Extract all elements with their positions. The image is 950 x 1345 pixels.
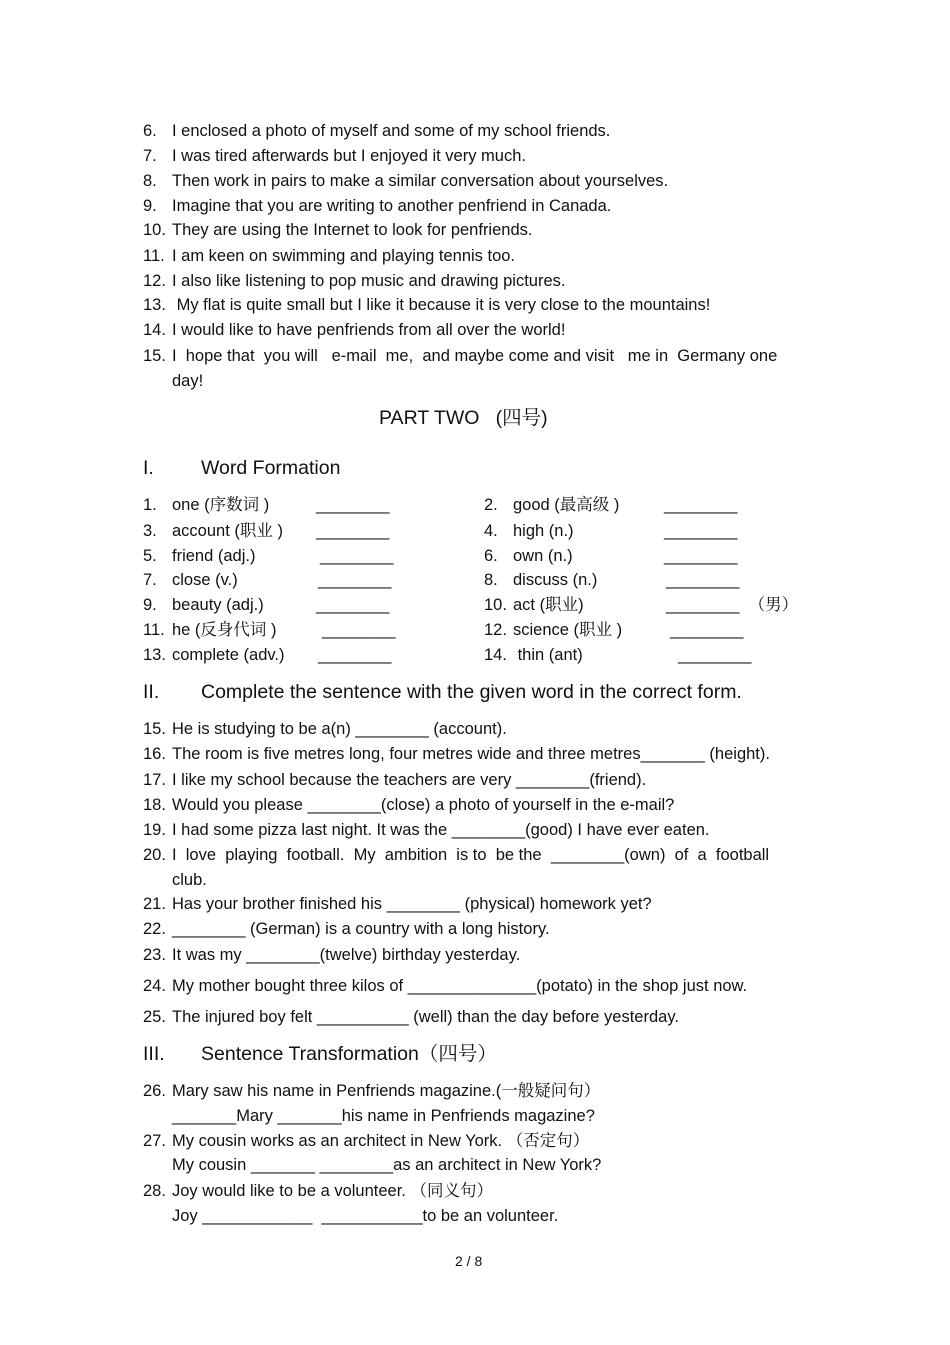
list-item-text: Imagine that you are writing to another penfriend in Canada. [172,197,612,215]
section-heading: Sentence Transformation（四号） [201,1043,497,1065]
word-formation-prompt: account (职业 ) [172,522,283,540]
answer-blank: ________ [316,496,390,514]
list-item-text: Then work in pairs to make a similar conversation about yourselves. [172,172,669,190]
answer-blank: ________ （男） [666,596,799,614]
answer-blank: ________ [664,547,738,565]
word-formation-number: 5. [143,547,157,565]
list-item-number: 8. [143,172,157,190]
answer-blank: ________ [316,522,390,540]
completion-item-number: 22. [143,920,166,938]
word-formation-number: 6. [484,547,498,565]
completion-item-number: 24. [143,977,166,995]
word-formation-prompt: complete (adv.) [172,646,285,664]
list-item-text: I also like listening to pop music and drawing pictures. [172,272,566,290]
word-formation-prompt: thin (ant) [513,646,583,664]
word-formation-number: 2. [484,496,498,514]
transformation-item-text: Joy would like to be a volunteer. （同义句） [172,1182,493,1200]
word-formation-number: 13. [143,646,166,664]
list-item-text: I was tired afterwards but I enjoyed it very much. [172,147,526,165]
word-formation-number: 1. [143,496,157,514]
section-heading: Complete the sentence with the given word in the correct form. [201,681,742,703]
word-formation-number: 4. [484,522,498,540]
transformation-item-text: My cousin _______ ________as an architect in New York? [172,1156,602,1174]
part-title: PART TWO (四号) [379,407,548,429]
list-item-number: 6. [143,122,157,140]
word-formation-prompt: own (n.) [513,547,573,565]
answer-blank: ________ [322,621,396,639]
completion-item-number: 23. [143,946,166,964]
list-item-number: 12. [143,272,166,290]
list-item-number: 13. [143,296,166,314]
word-formation-prompt: science (职业 ) [513,621,623,639]
transformation-item-text: Mary saw his name in Penfriends magazine.(一般疑问句） [172,1082,601,1100]
completion-item-number: 18. [143,796,166,814]
completion-item-number: 21. [143,895,166,913]
completion-item-text: The injured boy felt __________ (well) than the day before yesterday. [172,1008,679,1026]
completion-item-number: 20. [143,846,166,864]
completion-item-text: I love playing football. My ambition is to be the ________(own) of a football [172,846,770,864]
word-formation-prompt: friend (adj.) [172,547,256,565]
completion-item-number: 15. [143,720,166,738]
list-item-text: day! [172,372,204,390]
section-number: II. [143,681,160,703]
completion-item-text: It was my ________(twelve) birthday yesterday. [172,946,521,964]
answer-blank: ________ [318,571,392,589]
list-item-text: I enclosed a photo of myself and some of my school friends. [172,122,611,140]
word-formation-number: 11. [143,621,165,639]
list-item-text: I am keen on swimming and playing tennis too. [172,247,516,265]
transformation-item-number: 26. [143,1082,166,1100]
word-formation-prompt: beauty (adj.) [172,596,264,614]
transformation-item-text: _______Mary _______his name in Penfriends magazine? [172,1107,595,1125]
word-formation-prompt: good (最高级 ) [513,496,620,514]
section-number: III. [143,1043,165,1065]
word-formation-number: 9. [143,596,157,614]
answer-blank: ________ [664,522,738,540]
completion-item-text: club. [172,871,207,889]
list-item-number: 11. [143,247,165,265]
word-formation-prompt: act (职业) [513,596,584,614]
completion-item-number: 25. [143,1008,166,1026]
section-number: I. [143,457,154,479]
list-item-number: 7. [143,147,157,165]
transformation-item-text: Joy ____________ ___________to be an volunteer. [172,1207,559,1225]
word-formation-number: 7. [143,571,157,589]
list-item-number: 9. [143,197,157,215]
list-item-text: I would like to have penfriends from all over the world! [172,321,566,339]
list-item-text: I hope that you will e-mail me, and maybe come and visit me in Germany one [172,347,778,365]
completion-item-text: My mother bought three kilos of ______________(potato) in the shop just now. [172,977,748,995]
answer-blank: ________ [316,596,390,614]
list-item-text: My flat is quite small but I like it because it is very close to the mountains! [172,296,711,314]
transformation-item-text: My cousin works as an architect in New York. （否定句） [172,1132,590,1150]
list-item-number: 10. [143,221,166,239]
completion-item-number: 17. [143,771,166,789]
word-formation-number: 3. [143,522,157,540]
list-item-number: 14. [143,321,166,339]
completion-item-text: I had some pizza last night. It was the ________(good) I have ever eaten. [172,821,710,839]
answer-blank: ________ [320,547,394,565]
word-formation-prompt: one (序数词 ) [172,496,270,514]
word-formation-number: 8. [484,571,498,589]
word-formation-prompt: discuss (n.) [513,571,598,589]
completion-item-text: The room is five metres long, four metres wide and three metres_______ (height). [172,745,770,763]
completion-item-text: Has your brother finished his ________ (physical) homework yet? [172,895,652,913]
completion-item-number: 16. [143,745,166,763]
word-formation-number: 10. [484,596,507,614]
completion-item-text: ________ (German) is a country with a long history. [172,920,550,938]
section-heading: Word Formation [201,457,341,479]
word-formation-prompt: he (反身代词 ) [172,621,277,639]
answer-blank: ________ [670,621,744,639]
list-item-number: 15. [143,347,166,365]
answer-blank: ________ [318,646,392,664]
list-item-text: They are using the Internet to look for penfriends. [172,221,533,239]
completion-item-number: 19. [143,821,166,839]
completion-item-text: He is studying to be a(n) ________ (account). [172,720,507,738]
word-formation-number: 14. [484,646,507,664]
answer-blank: ________ [666,571,740,589]
answer-blank: ________ [678,646,752,664]
completion-item-text: I like my school because the teachers are very ________(friend). [172,771,647,789]
transformation-item-number: 28. [143,1182,166,1200]
word-formation-prompt: close (v.) [172,571,238,589]
page-number: 2 / 8 [455,1253,483,1269]
completion-item-text: Would you please ________(close) a photo of yourself in the e-mail? [172,796,675,814]
answer-blank: ________ [664,496,738,514]
word-formation-prompt: high (n.) [513,522,574,540]
transformation-item-number: 27. [143,1132,166,1150]
word-formation-number: 12. [484,621,507,639]
